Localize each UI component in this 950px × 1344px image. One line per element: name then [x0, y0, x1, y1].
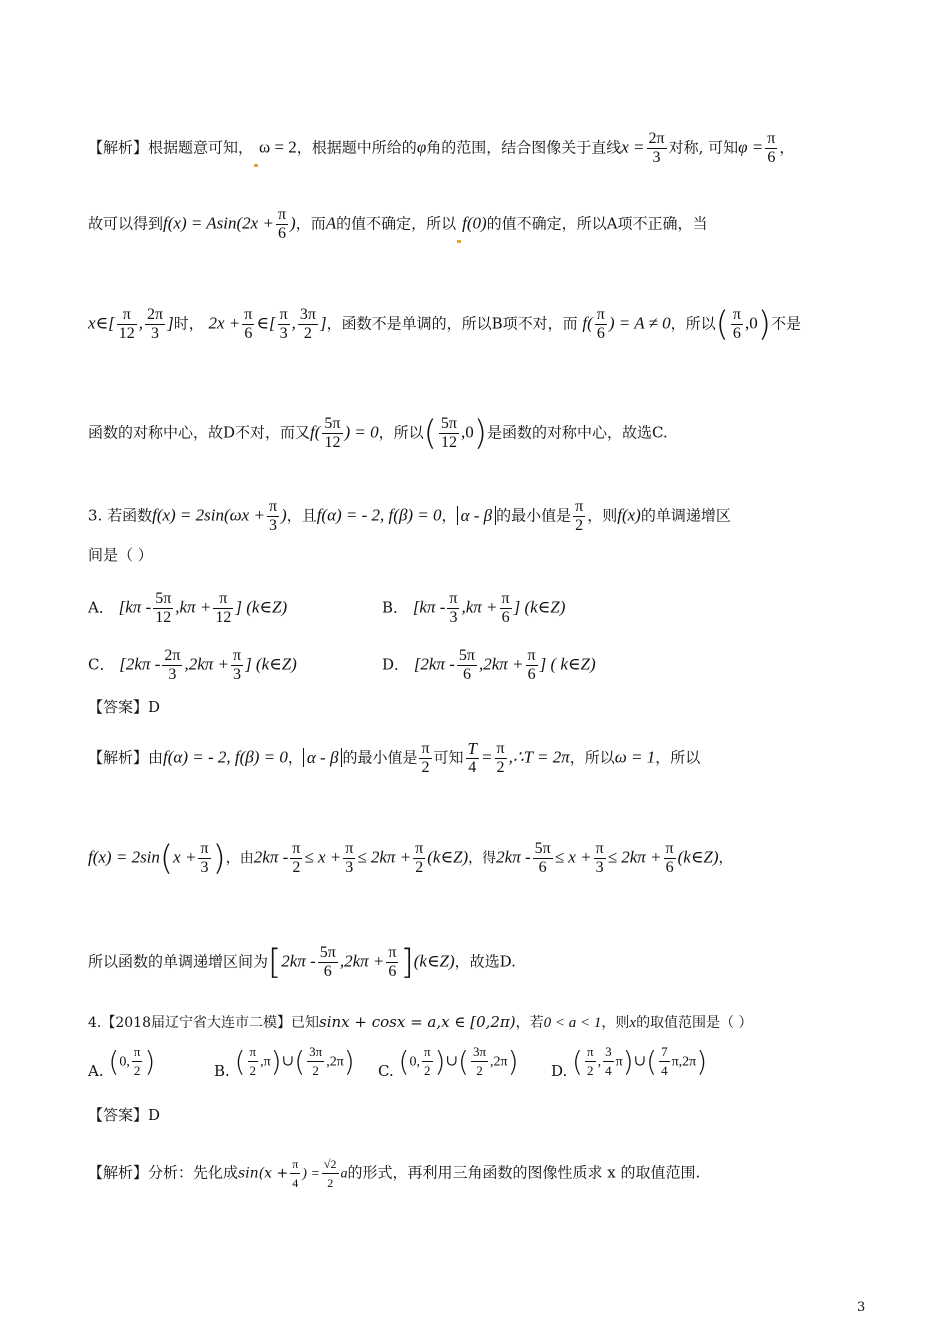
math: 2x +	[208, 313, 241, 333]
math: ,0	[744, 313, 758, 333]
text: 3. 若函数	[88, 506, 153, 525]
fraction: $\frac{\pi}{6}$	[767, 130, 776, 166]
math: f(	[310, 422, 321, 442]
mark-dot	[254, 164, 258, 167]
math: f(x) = Asin(2x +	[163, 213, 274, 233]
math: ) = 0	[344, 422, 379, 442]
text: ，根据题中所给的	[296, 138, 417, 157]
math: f(α) = - 2, f(β) = 0	[316, 505, 442, 525]
right-paren: )	[473, 413, 488, 454]
fraction: $\frac{5\pi}{12}$	[324, 415, 341, 451]
math: A	[325, 213, 337, 233]
mark-dot	[457, 240, 461, 243]
text: 对称, 可知	[668, 138, 739, 157]
page-number: 3	[857, 1300, 866, 1315]
text: ，而	[295, 214, 326, 233]
text: 角的范围，结合图像关于直线	[426, 138, 622, 157]
fraction: $\frac{2\pi}{3}$	[147, 306, 164, 342]
math: ]	[167, 313, 174, 333]
math: ]	[319, 313, 327, 333]
fraction: $\frac{\pi}{6}$	[596, 306, 605, 342]
fraction: $\frac{\pi}{6}$	[732, 306, 741, 342]
fraction: $\frac{\pi}{6}$	[277, 206, 287, 242]
text: 的值不确定，所以	[336, 214, 457, 233]
text: ，则	[587, 506, 618, 525]
math: ) = A ≠ 0	[608, 313, 671, 333]
q3-analysis-line-2: f(x) = 2sin(x + $\frac{\pi}{3}$ )，由2kπ - $\frac{\pi}{2}$ ≤ x + $\frac{\pi}{3}$ ≤ 2kπ + $\frac{\pi}{2}$ (k∈Z)，得2kπ - $\frac{5\pi}{6}$ ≤ x + $\frac{\pi}{3}$ ≤ 2kπ + $\frac{\pi}{6}$ (k∈Z)，	[88, 838, 733, 879]
option-c: C． [2kπ - $\frac{2\pi}{3}$ ,2kπ + $\frac{\pi}{3}$ ] (k∈Z)	[88, 647, 297, 683]
text: ，且	[286, 506, 317, 525]
math: ,	[291, 313, 296, 333]
analysis-line-2	[88, 206, 880, 243]
q4-option-a: A. (0, $\frac{\pi}{2}$ )	[88, 1044, 156, 1080]
math: ,	[138, 313, 143, 333]
fraction: $\frac{\pi}{12}$	[118, 306, 135, 342]
text: 的值不确定，所以A项不正确，当	[486, 214, 708, 233]
fraction: $\frac{\pi}{3}$	[268, 498, 278, 534]
math: x∈[	[88, 313, 115, 333]
fraction: $\frac{\pi}{6}$	[244, 306, 253, 342]
math: ω = 2	[259, 137, 297, 157]
text: 【解析】根据题意可知，	[88, 138, 254, 157]
left-paren: (	[423, 413, 437, 454]
q3-analysis-line-3: 所以函数的单调递增区间为[2kπ - $\frac{5\pi}{6}$ ,2kπ + $\frac{\pi}{6}$ ](k∈Z)，故选D.	[88, 942, 516, 983]
analysis-line-4	[88, 415, 880, 452]
q4-option-c: C. (0, $\frac{\pi}{2}$ )∪( $\frac{3\pi}{2}$ ,2π)	[378, 1044, 519, 1080]
question-3-stem-line-2: 间是（ ）	[88, 546, 153, 564]
option-b: B． [kπ - $\frac{\pi}{3}$ ,kπ + $\frac{\pi}{6}$ ] (k∈Z)	[382, 590, 566, 626]
text: 是函数的对称中心，故选C.	[487, 423, 668, 442]
text: 函数的对称中心，故D不对，而又	[88, 423, 311, 442]
math: ,0	[461, 422, 474, 442]
text: ，	[441, 506, 457, 525]
math: f(x) = 2sin(ωx +	[152, 505, 265, 525]
left-paren: (	[715, 304, 729, 345]
math: f(x)	[617, 505, 641, 525]
math: )	[290, 213, 296, 233]
q4-analysis: 【解析】分析：先化成sin(x + $\frac{\pi}{4}$ ) = $\frac{√2}{2}$ a的形式，再利用三角函数的图像性质求 x 的取值范围.	[88, 1157, 701, 1190]
analysis-line-1	[88, 130, 880, 167]
math: α - β	[457, 506, 497, 525]
analysis-line-3	[88, 306, 880, 343]
text: 故可以得到	[88, 214, 164, 233]
question-3-stem	[88, 498, 880, 535]
q3-analysis-line-1: 【解析】由f(α) = - 2, f(β) = 0， α - β 的最小值是 $\frac{\pi}{2}$ 可知 $\frac{T}{4}$ = $\frac{\pi}{2}$ ,∴T = 2π，所以ω = 1，所以	[88, 739, 701, 776]
option-a: A． [kπ - $\frac{5\pi}{12}$ ,kπ + $\frac{\pi}{12}$ ] (k∈Z)	[88, 590, 288, 626]
q4-option-b: B. ( $\frac{\pi}{2}$ ,π)∪( $\frac{3\pi}{2}$ ,2π)	[214, 1044, 355, 1080]
text: 时，	[173, 314, 204, 333]
text: 的最小值是	[496, 506, 572, 525]
math: ∈[	[256, 313, 276, 333]
fraction: $\frac{3\pi}{2}$	[299, 306, 316, 342]
math: f(	[582, 313, 593, 333]
math: x =	[621, 137, 645, 157]
fraction: $\frac{\pi}{3}$	[279, 306, 288, 342]
math: f(0)	[462, 213, 487, 233]
answer-4: 【答案】D	[88, 1106, 161, 1124]
right-paren: )	[757, 304, 771, 345]
text: 不是	[770, 314, 801, 333]
text: ，所以	[378, 423, 424, 442]
option-d: D． [2kπ - $\frac{5\pi}{6}$ ,2kπ + $\frac{\pi}{6}$ ] ( k∈Z)	[382, 647, 596, 683]
math: φ	[416, 137, 427, 157]
math: φ =	[738, 137, 764, 157]
fraction: $\frac{5\pi}{12}$	[440, 415, 457, 451]
text: ，所以	[670, 314, 716, 333]
q4-option-d: D. ( $\frac{\pi}{2}$ , $\frac{3}{4}$ π)∪( $\frac{7}{4}$ π,2π)	[551, 1044, 708, 1080]
text: 的单调递增区	[640, 506, 731, 525]
text: ，	[779, 138, 795, 157]
text: ，函数不是单调的，所以B项不对，而	[326, 314, 578, 333]
answer-3: 【答案】D	[88, 698, 161, 716]
fraction: $\frac{2\pi}{3}$	[648, 130, 665, 166]
fraction: $\frac{\pi}{2}$	[575, 498, 584, 534]
math: )	[281, 505, 287, 525]
question-4-stem: 4.【2018届辽宁省大连市二模】已知sinx + cosx = a,x ∈ [0,2π)，若0 < a < 1，则x的取值范围是（ ）	[88, 1013, 753, 1031]
